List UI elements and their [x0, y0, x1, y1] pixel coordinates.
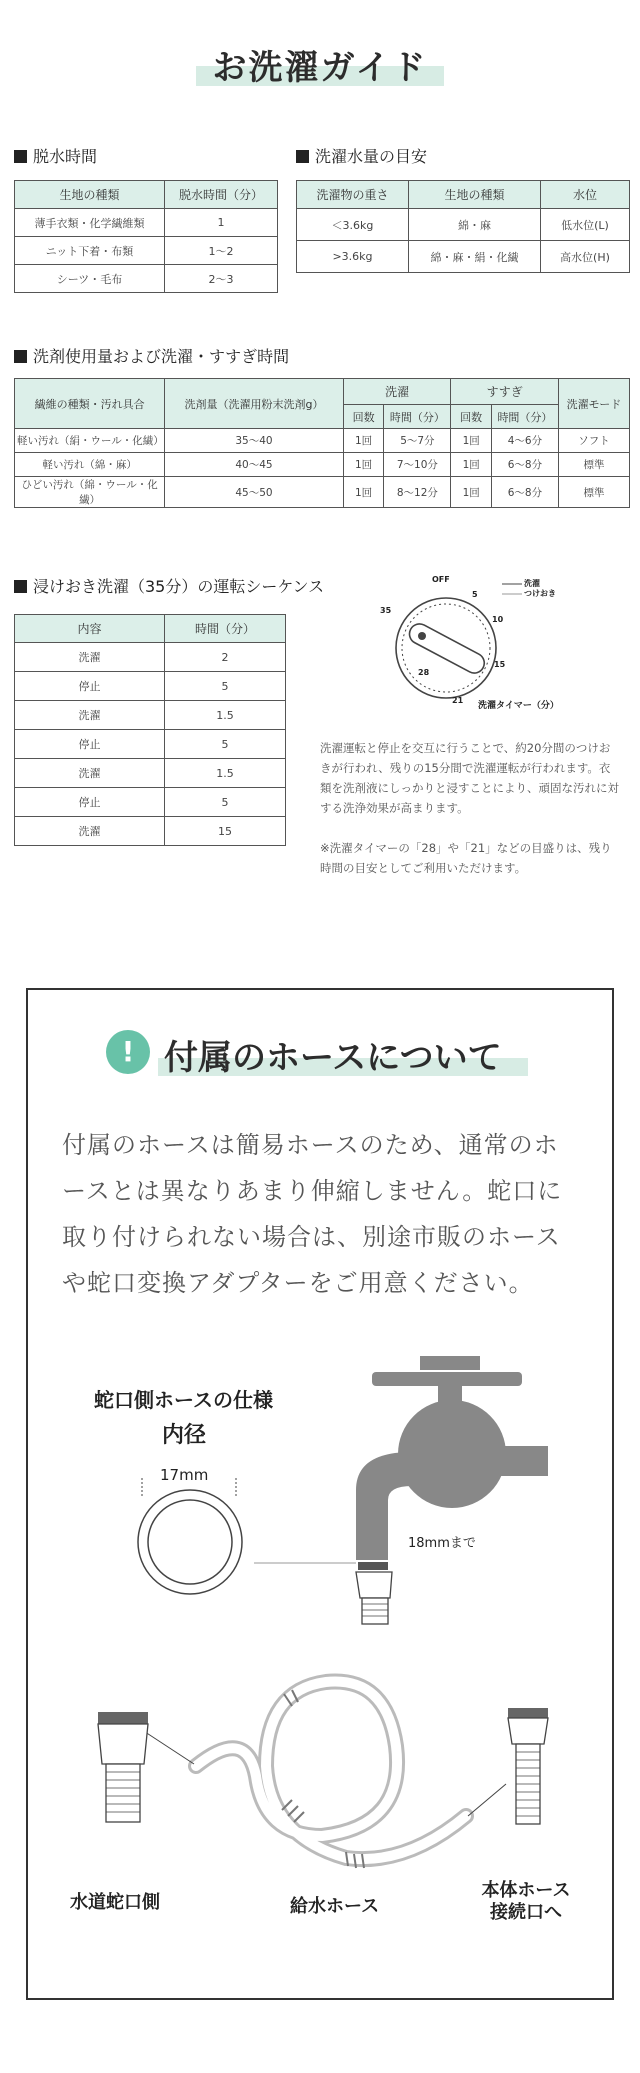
page-title: お洗濯ガイド — [212, 48, 428, 88]
water-heading: 洗濯水量の目安 — [296, 144, 427, 167]
dial-caption: 洗濯タイマー（分） — [478, 701, 559, 711]
supply-hose-label: 給水ホース — [290, 1896, 380, 1917]
soak-note: 洗濯運転と停止を交互に行うことで、約20分間のつけおきが行われ、残りの15分間で洗濯運転が行われます。衣類を洗剤液にしっかりと浸すことにより、頑固な汚れに対する洗浄効果が高まります。 — [320, 741, 619, 815]
table-row: ひどい汚れ（綿・ウール・化繊） 45〜50 1回 8〜12分 1回 6〜8分 標準 — [15, 477, 630, 508]
table-row: 薄手衣類・化学繊維類 1 — [15, 209, 278, 237]
hose-ring-icon — [130, 1478, 250, 1598]
table-row: シーツ・毛布 2〜3 — [15, 265, 278, 293]
inner-diameter-label: 内径 — [162, 1423, 207, 1448]
max-diameter-label: 18mmまで — [408, 1536, 476, 1551]
body-side-label-1: 本体ホース — [481, 1880, 571, 1901]
detergent-heading: 洗剤使用量および洗濯・すすぎ時間 — [14, 344, 289, 367]
spin-table: 生地の種類 脱水時間（分） 薄手衣類・化学繊維類 1 ニット下着・布類 1〜2 シーツ・毛布 2〜3 — [14, 180, 278, 293]
tap-coupler-icon — [96, 1708, 152, 1828]
hose-description: 付属のホースは簡易ホースのため、通常のホースとは異なりあまり伸縮しません。蛇口に取り付けられない場合は、別途市販のホースや蛇口変換アダプターをご用意ください。 — [62, 1131, 563, 1297]
hose-title: 付属のホースについて — [164, 1038, 502, 1078]
water-table: 洗濯物の重さ 生地の種類 水位 ＜3.6kg 綿・麻 低水位(L) >3.6kg 綿・麻・絹・化繊 高水位(H) — [296, 180, 630, 273]
table-row: 洗濯 1.5 — [15, 701, 286, 730]
table-row: 洗濯 15 — [15, 817, 286, 846]
dial-tick: 15 — [494, 660, 506, 669]
detergent-table: 繊維の種類・汚れ具合 洗剤量（洗濯用粉末洗剤g） 洗濯 すすぎ 洗濯モード 回数 時間（分） 回数 時間（分） 軽い汚れ（絹・ウール・化繊） 35〜40 1回 5〜7分 1回 4〜6分 ソフト 軽い汚れ（綿・麻） 40〜45 1回 7〜10分 1回 6〜8分 標準 ひどい汚れ（綿・ウール・化繊） 45〜50 1回 8〜12分 1回 6〜8分 標準 — [14, 378, 630, 508]
body-side-label-2: 接続口へ — [490, 1902, 562, 1923]
table-row: 洗濯 2 — [15, 643, 286, 672]
soak-heading: 浸けおき洗濯（35分）の運転シーケンス — [14, 574, 324, 597]
dial-legend-soak: つけおき — [524, 589, 556, 598]
table-row: 停止 5 — [15, 730, 286, 759]
soak-footnote: ※洗濯タイマーの「28」や「21」などの目盛りは、残り時間の目安としてご利用いただけます。 — [320, 841, 612, 875]
table-row: 洗濯 1.5 — [15, 759, 286, 788]
dial-legend-wash: 洗濯 — [524, 579, 540, 588]
dial-tick: 10 — [492, 615, 504, 624]
table-row: 停止 5 — [15, 672, 286, 701]
dial-tick: 21 — [452, 696, 464, 705]
table-row: 軽い汚れ（綿・麻） 40〜45 1回 7〜10分 1回 6〜8分 標準 — [15, 453, 630, 477]
faucet-icon — [352, 1350, 552, 1630]
connector-line — [250, 1560, 360, 1566]
table-row: 軽い汚れ（絹・ウール・化繊） 35〜40 1回 5〜7分 1回 4〜6分 ソフト — [15, 429, 630, 453]
dial-tick: 35 — [380, 606, 392, 615]
table-row: 停止 5 — [15, 788, 286, 817]
spin-heading: 脱水時間 — [14, 144, 97, 167]
tap-side-label: 水道蛇口側 — [70, 1892, 160, 1913]
table-row: ニット下着・布類 1〜2 — [15, 237, 278, 265]
table-row: ＜3.6kg 綿・麻 低水位(L) — [297, 209, 630, 241]
soak-table: 内容 時間（分） 洗濯 2 停止 5 洗濯 1.5 停止 5 洗濯 1.5 停止 5 洗濯 15 — [14, 614, 286, 846]
dial-tick: 28 — [418, 668, 430, 677]
dial-off-label: OFF — [432, 575, 450, 584]
body-coupler-icon — [506, 1704, 550, 1830]
supply-hose-icon — [86, 1666, 566, 1896]
dial-tick: 5 — [472, 590, 478, 599]
hose-spec-title: 蛇口側ホースの仕様 — [94, 1388, 273, 1412]
exclamation-icon: ! — [106, 1030, 150, 1074]
table-row: >3.6kg 綿・麻・絹・化繊 高水位(H) — [297, 241, 630, 273]
inner-diameter-value: 17mm — [160, 1466, 209, 1484]
